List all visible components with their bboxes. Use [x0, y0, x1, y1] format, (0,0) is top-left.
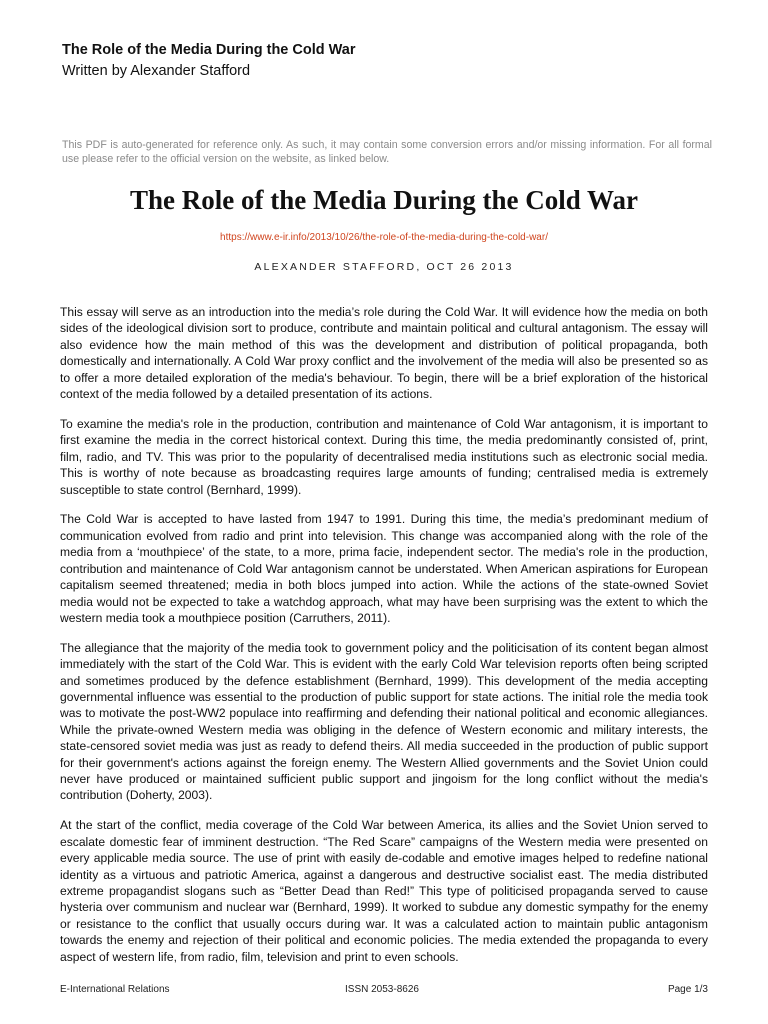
footer-issn: ISSN 2053-8626: [345, 984, 419, 995]
footer-page-number: Page 1/3: [667, 984, 708, 995]
header-title: The Role of the Media During the Cold War: [62, 42, 356, 58]
source-url-link[interactable]: https://www.e-ir.info/2013/10/26/the-role-of-the-media-during-the-cold-war/: [220, 232, 548, 243]
article-paragraph-3: The Cold War is accepted to have lasted from 1947 to 1991. During this time, the media’s predominant medium of communication evolved from radio and print into television. This change was accompanied along with the role of the media from a ‘mouthpiece’ of the state, to a more, prima facie, independent sector. The media's role in the production, contribution and maintenance of Cold War antagonism cannot be understated. When American aspirations for European capitalism seemed threatened; media in both blocs jumped into action. While the actions of the state-owned Soviet media would not be expected to take a watchdog approach, what may have been surprising was the extent to which the western media took a mouthpiece position (Carruthers, 2011).: [60, 512, 708, 625]
article-paragraph-2: To examine the media's role in the production, contribution and maintenance of Cold War antagonism, it is important to first examine the media in the correct historical context. During this time, the media predominantly consisted of, print, film, radio, and TV. This was prior to the popularity of decentralised media institutions such as electronic social media. This is worthy of note because as broadcasting requires large amounts of funding; centralised media is extremely susceptible to state control (Bernhard, 1999).: [60, 416, 708, 497]
footer-publisher: E-International Relations: [60, 984, 170, 995]
disclaimer-note: This PDF is auto-generated for reference only. As such, it may contain some conversion errors and/or missing information. For all formal use please refer to the official version on the website, as linked below.: [62, 139, 712, 165]
article-paragraph-5: At the start of the conflict, media coverage of the Cold War between America, its allies and the Soviet Union served to escalate domestic fear of imminent destruction. “The Red Scare” campaigns of the Western media were presented on every applicable media source. The use of print with easily de-codable and emotive images helped to redefine national identity as a virtuous and patriotic America, against a dangerous and destructive socialist east. The media distributed extreme propagandist slogans such as “Better Dead than Red!” This type of politicised propaganda served to cause hysteria over communism and nuclear war (Bernhard, 1999). It worked to subdue any domestic sympathy for the enemy or resistance to the conflict that usually occurs during war. It was a calculated action to maintain public antagonism towards the enemy and rejection of their political and economic policies. The media extended the propaganda to every aspect of western life, from radio, film, television and print to even schools.: [60, 818, 708, 964]
article-body: [60, 304, 708, 979]
page-footer: [60, 983, 708, 997]
page-header: [62, 40, 712, 82]
article-paragraph-1: This essay will serve as an introduction into the media’s role during the Cold War. It will evidence how the media on both sides of the ideological division sort to produce, contribute and maintain political and cultural antagonism. The essay will also evidence how the main method of this was the development and distribution of political propaganda, both domestically and internationally. A Cold War proxy conflict and the involvement of the media will also be presented so as to offer a more detailed exploration of the media's behaviour. To begin, there will be a brief exploration of the historical context of the media followed by a detailed presentation of its actions.: [60, 305, 708, 402]
article-title: The Role of the Media During the Cold War: [130, 185, 638, 215]
header-author: Written by Alexander Stafford: [62, 63, 251, 79]
author-date-byline: ALEXANDER STAFFORD, OCT 26 2013: [254, 261, 514, 273]
article-paragraph-4: The allegiance that the majority of the media took to government policy and the politicisation of its content began almost immediately with the start of the Cold War. This is evident with the early Cold War television reports often being scripted and sometimes produced by the defence establishment (Bernhard, 1999). This development of the media accepting governmental influence was essential to the production of public support for state actions. The initial role the media took was to motivate the post-WW2 populace into reaffirming and defending their national political and economic allegiances. While the private-owned Western media was obliging in the defence of Western economic and military interests, the state-censored soviet media was just as ready to defend theirs. All media succeeded in the production of public support for their government's actions against the foreign enemy. The Western Allied governments and the Soviet Union could never have produced or maintained sufficient public support and jingoism for the long conflict without the media's contribution (Doherty, 2003).: [60, 640, 708, 803]
